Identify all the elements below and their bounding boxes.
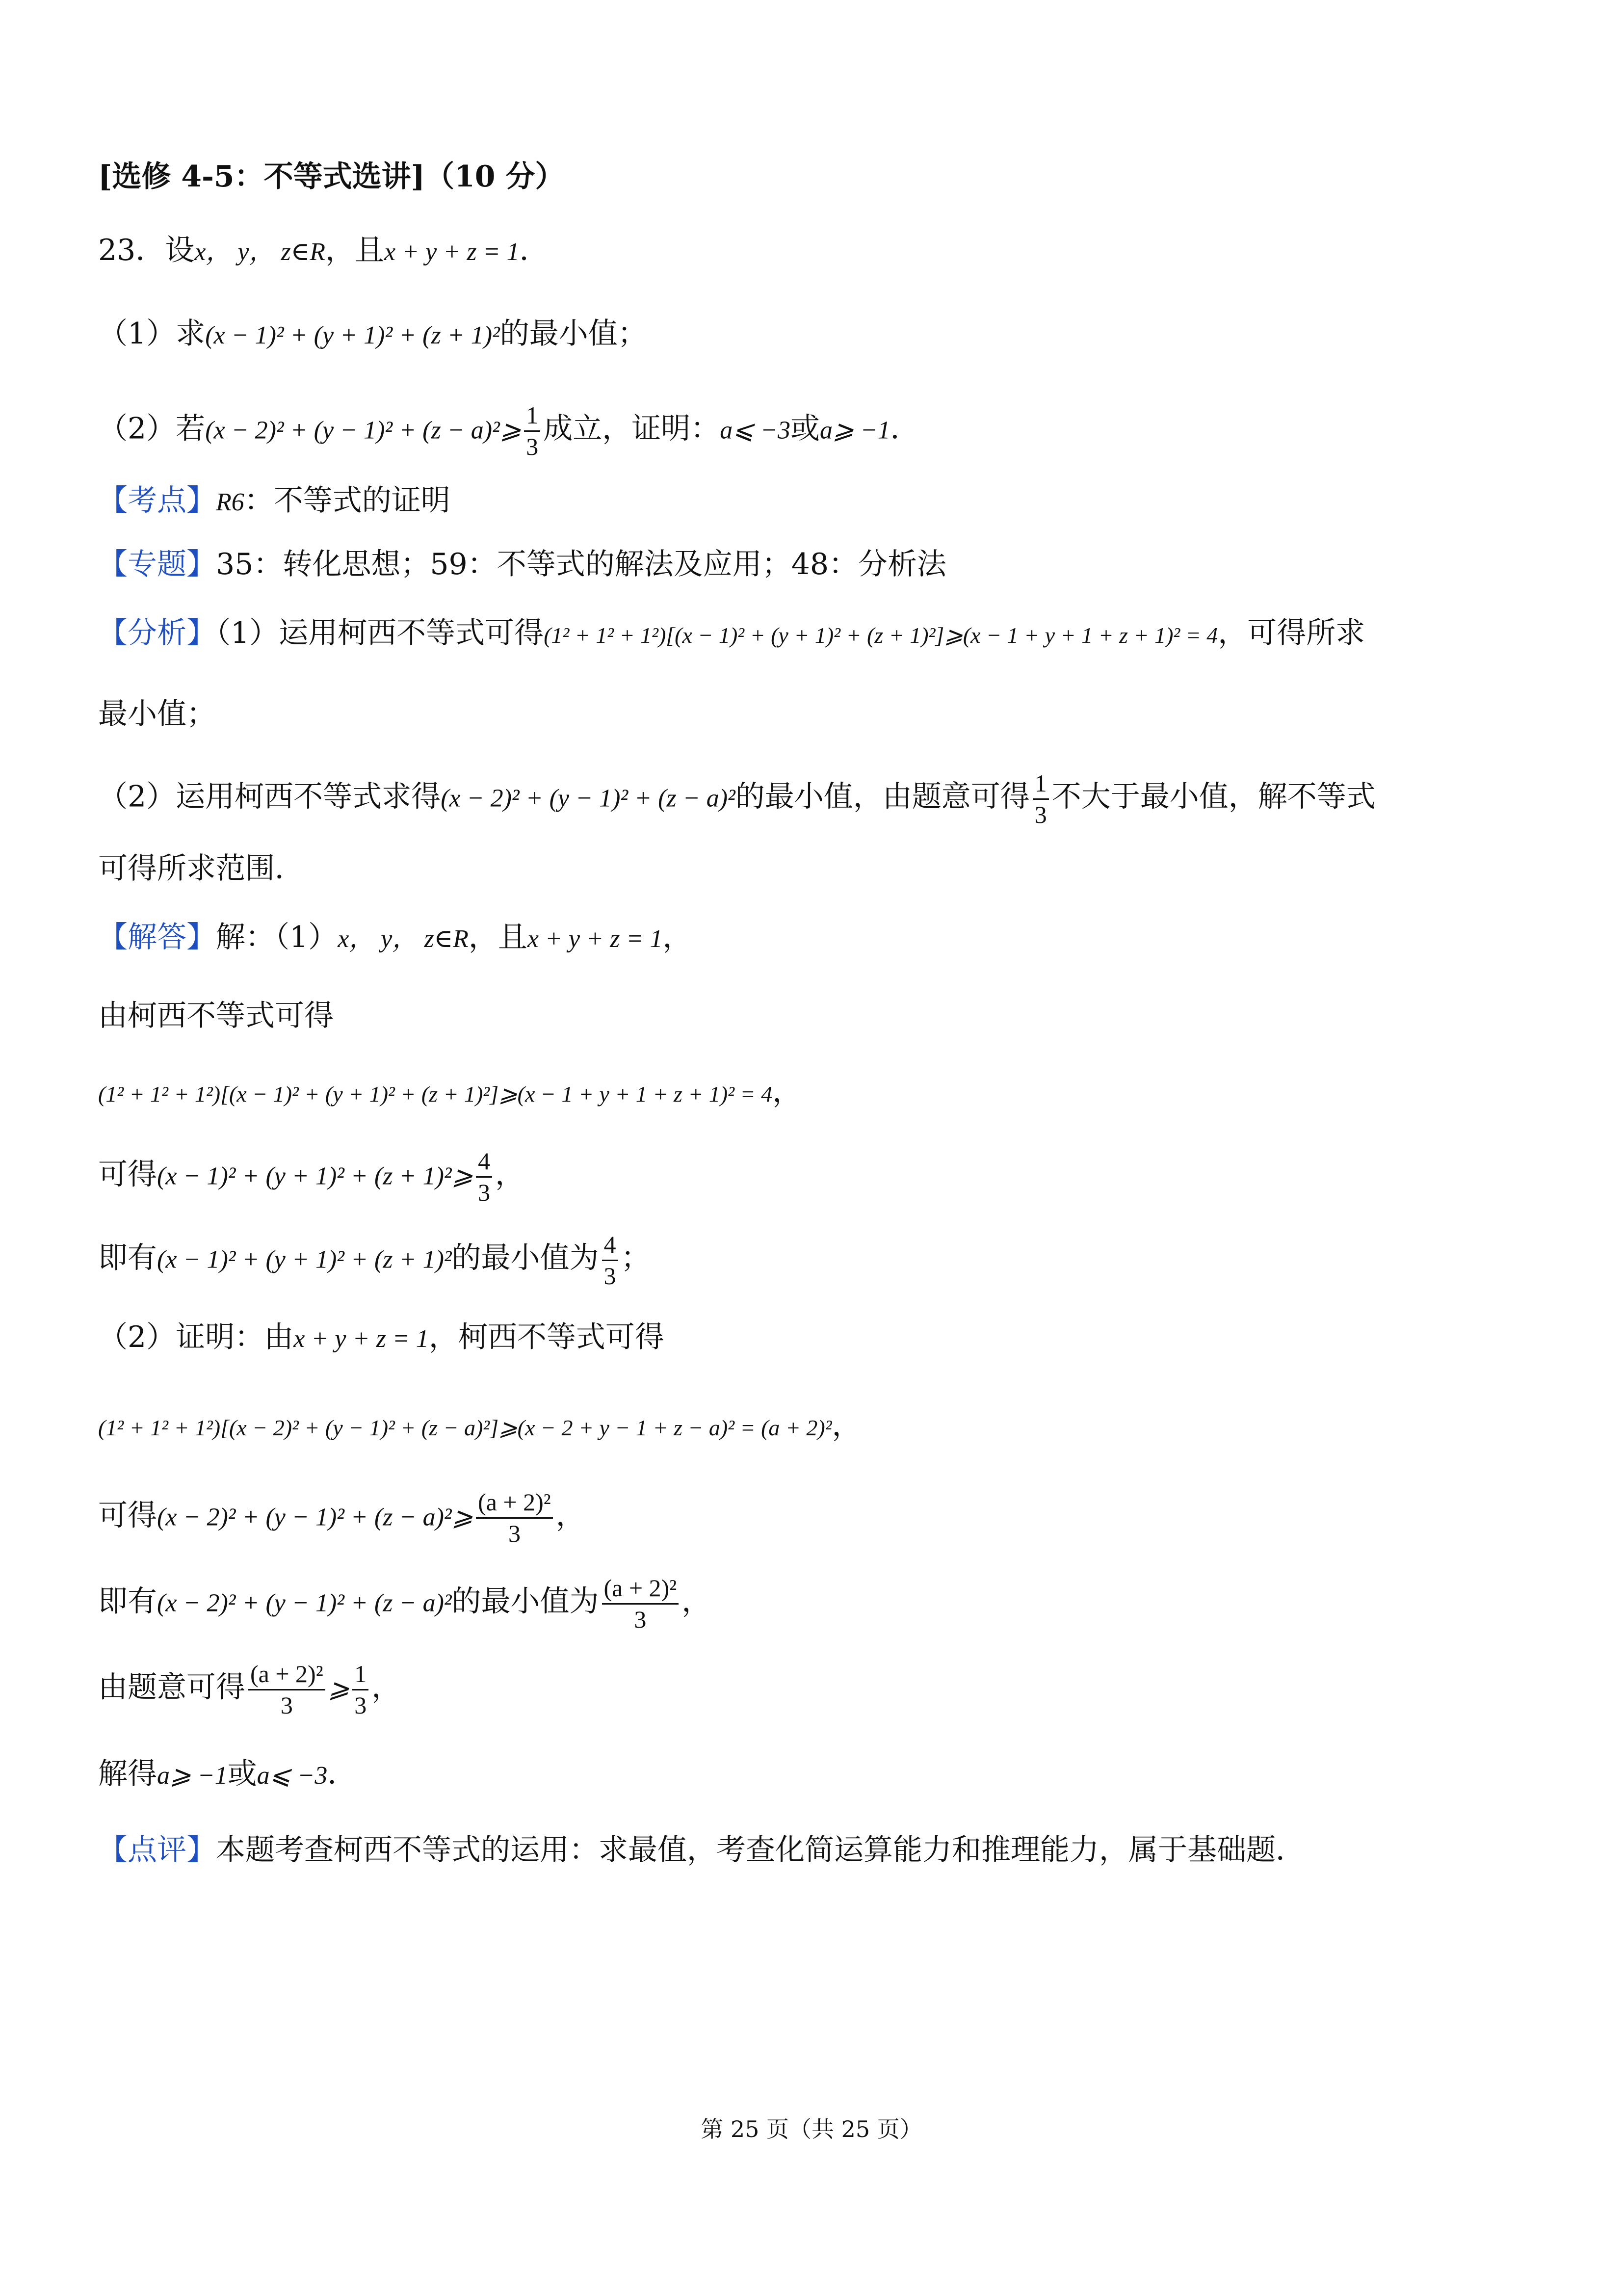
stem-variables: x， y， z∈R — [194, 238, 326, 266]
fenxi-line-1: 【分析】（1）运用柯西不等式可得(1² + 1² + 1²)[(x − 1)² + (y + 1)² + (z + 1)²]⩾(x − 1 + y + 1 + z + 1)² = 4，可得所求 — [98, 616, 1365, 650]
page-footer: 第 25 页（共 25 页） — [701, 2116, 922, 2142]
problem-part2: （2）若(x − 2)² + (y − 1)² + (z − a)²⩾ $\frac{1}{3}$ 成立，证明：a⩽ −3或a⩾ −1． — [98, 401, 920, 460]
jieda-line-10: 由题意可得 $\frac{\text{(a + 2)²}}{3}$ ⩾ $\frac{1}{3}$ ， — [98, 1660, 401, 1719]
dianping-line: 【点评】本题考查柯西不等式的运用：求最值，考查化简运算能力和推理能力，属于基础题． — [98, 1833, 1305, 1867]
jieda-line-6: （2）证明：由x + y + z = 1，柯西不等式可得 — [98, 1320, 664, 1354]
fraction: $\frac{1}{3}$ — [524, 402, 540, 459]
fraction: $\frac{\text{(a + 2)²}}{3}$ — [248, 1661, 325, 1718]
fenxi-line-3: （2）运用柯西不等式求得(x − 2)² + (y − 1)² + (z − a)²的最小值，由题意可得 $\frac{1}{3}$ 不大于最小值，解不等式 — [98, 769, 1376, 828]
jieda-line-2: 由柯西不等式可得 — [98, 999, 334, 1033]
fraction: $\frac{1}{3}$ — [352, 1661, 368, 1718]
zhuanti-tag: 【专题】 — [98, 547, 216, 581]
jieda-line-1: 【解答】解：（1）x， y， z∈R，且x + y + z = 1， — [98, 920, 692, 954]
kaodian-tag: 【考点】 — [98, 483, 216, 518]
fraction: $\frac{1}{3}$ — [1033, 770, 1049, 827]
jieda-line-11: 解得a⩾ −1或a⩽ −3． — [98, 1757, 357, 1791]
jieda-line-5: 即有(x − 1)² + (y + 1)² + (z + 1)²的最小值为 $\frac{4}{3}$ ； — [98, 1231, 651, 1290]
kaodian-code: R6 — [216, 488, 244, 516]
stem-condition: x + y + z = 1 — [384, 238, 520, 266]
jieda-line-8: 可得(x − 2)² + (y − 1)² + (z − a)²⩾ $\frac{\text{(a + 2)²}}{3}$ ， — [98, 1488, 585, 1547]
fenxi-tag: 【分析】 — [98, 616, 216, 650]
part1-expression: (x − 1)² + (y + 1)² + (z + 1)² — [205, 321, 500, 349]
jieda-line-3: (1² + 1² + 1²)[(x − 1)² + (y + 1)² + (z + 1)²]⩾(x − 1 + y + 1 + z + 1)² = 4， — [98, 1075, 802, 1109]
fraction: $\frac{\text{(a + 2)²}}{3}$ — [476, 1489, 553, 1546]
jieda-line-4: 可得(x − 1)² + (y + 1)² + (z + 1)²⩾ $\frac{4}{3}$ ， — [98, 1147, 525, 1206]
problem-stem: 23．设x， y， z∈R，且x + y + z = 1． — [98, 233, 549, 267]
section-header: [选修 4-5：不等式选讲]（10 分） — [98, 159, 565, 194]
jieda-line-7: (1² + 1² + 1²)[(x − 2)² + (y − 1)² + (z − a)²]⩾(x − 2 + y − 1 + z − a)² = (a + 2)²， — [98, 1408, 862, 1443]
jieda-line-9: 即有(x − 2)² + (y − 1)² + (z − a)²的最小值为 $\frac{\text{(a + 2)²}}{3}$ ， — [98, 1574, 711, 1633]
jieda-tag: 【解答】 — [98, 920, 216, 954]
fenxi-line-2: 最小值； — [98, 697, 216, 731]
problem-number: 23．设 — [98, 233, 195, 267]
part2-expression: (x − 2)² + (y − 1)² + (z − a)²⩾ — [205, 416, 522, 445]
problem-part1: （1）求(x − 1)² + (y + 1)² + (z + 1)²的最小值； — [98, 317, 647, 351]
kaodian-line: 【考点】R6：不等式的证明 — [98, 483, 450, 518]
fraction: $\frac{4}{3}$ — [602, 1232, 618, 1289]
dianping-tag: 【点评】 — [98, 1833, 216, 1867]
zhuanti-line: 【专题】35：转化思想；59：不等式的解法及应用；48：分析法 — [98, 547, 947, 581]
fraction: $\frac{\text{(a + 2)²}}{3}$ — [602, 1575, 679, 1632]
fenxi-line-4: 可得所求范围． — [98, 851, 304, 886]
fraction: $\frac{4}{3}$ — [476, 1148, 492, 1205]
